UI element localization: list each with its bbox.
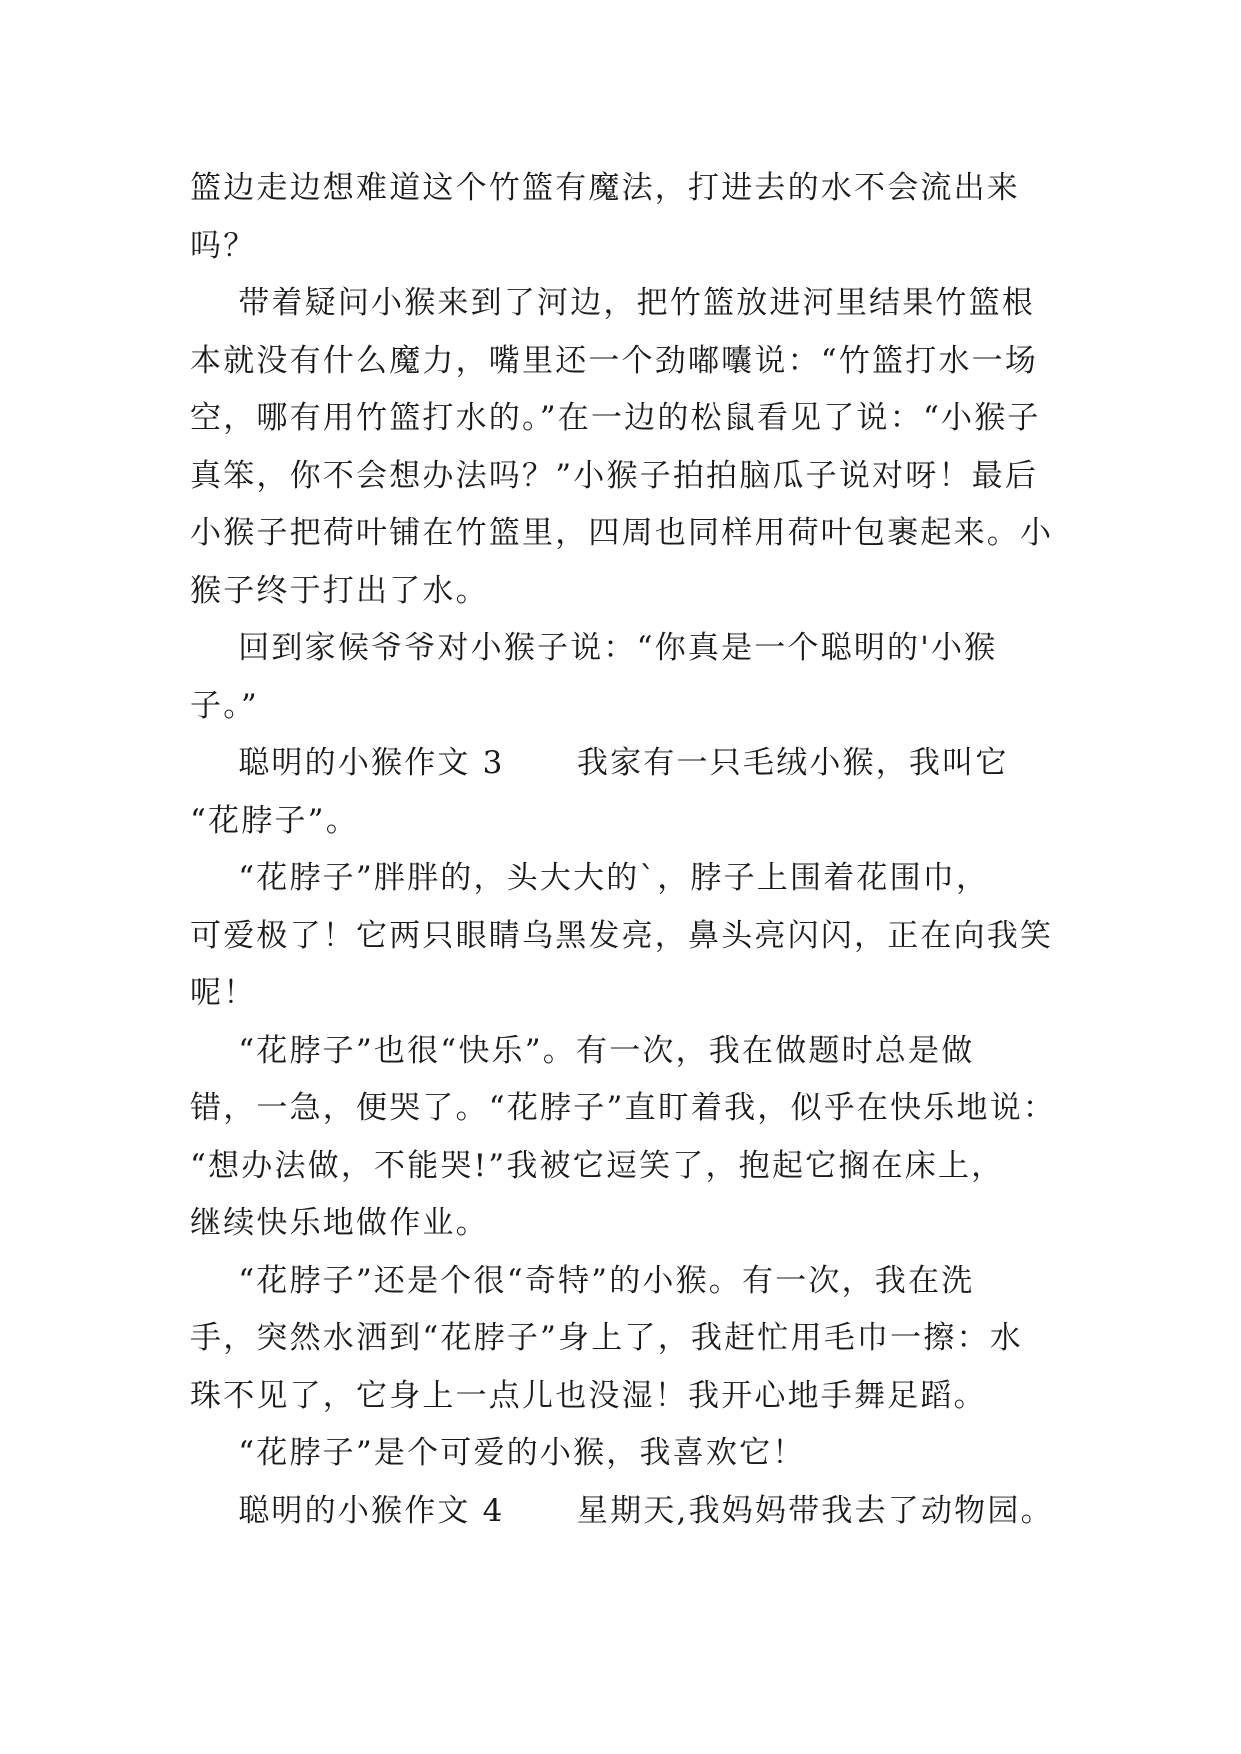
text-line: “想办法做，不能哭!”我被它逗笑了，抱起它搁在床上， xyxy=(190,1148,1005,1184)
text-line: 带着疑问小猴来到了河边，把竹篮放进河里结果竹篮根 xyxy=(190,285,1036,321)
text-line: 继续快乐地做作业。 xyxy=(190,1205,489,1241)
text-line: 猴子终于打出了水。 xyxy=(190,573,489,609)
section-heading-3: 聪明的小猴作文 3 我家有一只毛绒小猴，我叫它 xyxy=(190,745,1009,781)
text-line: 可爱极了！它两只眼睛乌黑发亮，鼻头亮闪闪，正在向我笑 xyxy=(190,918,1054,954)
text-line: 错，一急，便哭了。“花脖子”直盯着我，似乎在快乐地说： xyxy=(190,1090,1057,1126)
text-line: “花脖子”是个可爱的小猴，我喜欢它！ xyxy=(190,1435,806,1471)
text-line: 子。” xyxy=(190,688,259,724)
text-line: 手，突然水洒到“花脖子”身上了，我赶忙用毛巾一擦：水 xyxy=(190,1320,1023,1356)
text-line: 本就没有什么魔力，嘴里还一个劲嘟囔说：“竹篮打水一场 xyxy=(190,343,1039,379)
text-line: 呢！ xyxy=(190,975,257,1011)
text-line: 真笨，你不会想办法吗？”小猴子拍拍脑瓜子说对呀！最后 xyxy=(190,458,1039,494)
text-line: “花脖子”也很“快乐”。有一次，我在做题时总是做 xyxy=(190,1033,975,1069)
text-line: 吗？ xyxy=(190,228,257,264)
text-line: “花脖子”。 xyxy=(190,803,359,839)
text-line: 篮边走边想难道这个竹篮有魔法，打进去的水不会流出来 xyxy=(190,170,1020,206)
text-line: 珠不见了，它身上一点儿也没湿！我开心地手舞足蹈。 xyxy=(190,1378,987,1414)
text-line: “花脖子”胖胖的，头大大的`，脖子上围着花围巾， xyxy=(190,860,990,896)
text-line: 回到家候爷爷对小猴子说：“你真是一个聪明的'小猴 xyxy=(190,630,998,666)
section-heading-4: 聪明的小猴作文 4 星期天,我妈妈带我去了动物园。 xyxy=(190,1493,1054,1529)
text-line: 小猴子把荷叶铺在竹篮里，四周也同样用荷叶包裹起来。小 xyxy=(190,515,1054,551)
text-line: 空，哪有用竹篮打水的。”在一边的松鼠看见了说：“小猴子 xyxy=(190,400,1041,436)
text-line: “花脖子”还是个很“奇特”的小猴。有一次，我在洗 xyxy=(190,1263,975,1299)
